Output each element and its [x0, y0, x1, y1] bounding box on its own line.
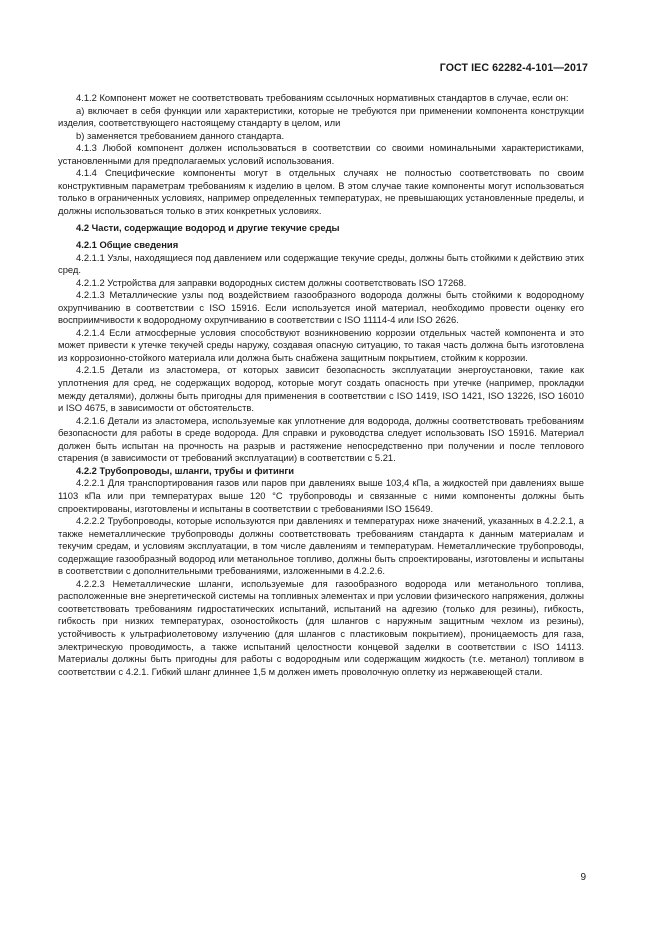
clause-4-2-2-1: 4.2.2.1 Для транспортирования газов или паров при давлениях выше 103,4 кПа, а жидкостей при давлениях выше 1103 кПа или при температурах выше 120 °С трубопроводы и связанные с ними компоненты должны быть спроектированы, изготовлены и испытаны в соответствии с требованиями ISO 15649.: [58, 477, 584, 514]
clause-4-2-1-3: 4.2.1.3 Металлические узлы под воздействием газообразного водорода должны быть стойкими к водородному охрупчиванию в соответствии с ISO 15916. Если используется иной материал, необходимо провести оценку его восприимчивости к водородному охрупчиванию в соответствии с ISO 11114-4 или ISO 2626.: [58, 289, 584, 326]
clause-4-2-1-6: 4.2.1.6 Детали из эластомера, используемые как уплотнение для водорода, должны соответствовать требованиям безопасности для работы в среде водорода. Для справки и руководства следует использовать ISO 15916. Материал должен быть испытан на прочность на разрыв и растяжение непосредственно при получении и после теплового старения (в зависимости от требований эксплуатации) в соответствии с 5.21.: [58, 414, 584, 464]
clause-4-2-1-1: 4.2.1.1 Узлы, находящиеся под давлением или содержащие текучие среды, должны быть стойкими к действию этих сред.: [58, 251, 584, 276]
page-header-standard: ГОСТ IEC 62282-4-101—2017: [439, 62, 588, 74]
subsection-heading-4-2-1: 4.2.1 Общие сведения: [76, 239, 179, 251]
clause-4-1-3: 4.1.3 Любой компонент должен использоваться в соответствии со своими номинальными характеристиками, установленными для предполагаемых условий использования.: [58, 142, 584, 166]
clause-4-1-2-b: b) заменяется требованием данного стандарта.: [76, 129, 285, 141]
subsection-heading-4-2-2: 4.2.2 Трубопроводы, шланги, трубы и фитинги: [76, 464, 295, 476]
document-body: [58, 92, 584, 678]
page-number: 9: [580, 872, 586, 883]
clause-4-2-2-2: 4.2.2.2 Трубопроводы, которые используются при давлениях и температурах ниже значений, указанных в 4.2.2.1, а также неметаллические трубопроводы должны соответствовать требованиям стандарта к данным материалам и текучим средам, и условиям эксплуатации, в том числе давлениям и температурам. Неметаллические трубопроводы, содержащие газообразный водород или метанольное топливо, должны быть спроектированы, изготовлены и испытаны в соответствии с дополнительными требованиями, изложенными в 4.2.2.6.: [58, 515, 584, 577]
clause-4-1-4: 4.1.4 Специфические компоненты могут в отдельных случаях не полностью соответствовать по своим конструктивным параметрам требованиям к изделию в целом. В этом случае такие компоненты могут использоваться только в ограниченных условиях, например определенных температурах, не превышающих установленные пределы, и должны использоваться только в этих конкретных условиях.: [58, 167, 584, 216]
clause-4-2-2-3: 4.2.2.3 Неметаллические шланги, используемые для газообразного водорода или метанольного топлива, расположенные вне энергетической системы на топливных элементах и при условии физического напряжения, должны соответствовать требованиям гидростатических испытаний, испытаний на адгезию (только для резины), гибкость, гибкость при низких температурах, озоностойкость (для шлангов с наружным защитным чехлом из резины), устойчивость к ультрафиолетовому излучению (для шлангов с пластиковым покрытием), проницаемость для газа, электрическую проводимость, а также испытаний целостности концевой заделки в соответствии с ISO 14113. Материалы должны быть пригодны для работы с водородным или содержащим жидкость (т.е. метанол) топливом в соответствии с 4.2.1. Гибкий шланг длиннее 1,5 м должен иметь проволочную оплетку из нержавеющей стали.: [58, 577, 584, 677]
clause-4-2-1-5: 4.2.1.5 Детали из эластомера, от которых зависит безопасность эксплуатации энергоустановки, такие как уплотнения для сред, не содержащих водород, которые могут создать опасность при утечке (например, прокладки между деталями), должны быть пригодны для применения в соответствии с ISO 1419, ISO 1421, ISO 13226, ISO 16010 и ISO 4675, в зависимости от обстоятельств.: [58, 364, 584, 414]
clause-4-1-2-a: а) включает в себя функции или характеристики, которые не требуются при применении компонента конструкции изделия, соответствующего настоящему стандарту в целом, или: [58, 104, 584, 129]
clause-4-1-2: 4.1.2 Компонент может не соответствовать требованиям ссылочных нормативных стандартов в случае, если он:: [76, 92, 569, 103]
clause-4-2-1-4: 4.2.1.4 Если атмосферные условия способствуют возникновению коррозии отдельных частей компонента и это может привести к утечке текучей среды наружу, создавая опасную ситуацию, то такая часть должна быть изготовлена из коррозионно-стойкого материала или должна быть снабжена защитным покрытием, стойким к коррозии.: [58, 326, 584, 363]
section-heading-4-2: 4.2 Части, содержащие водород и другие текучие среды: [76, 222, 340, 234]
clause-4-2-1-2: 4.2.1.2 Устройства для заправки водородных систем должны соответствовать ISO 17268.: [76, 276, 467, 288]
